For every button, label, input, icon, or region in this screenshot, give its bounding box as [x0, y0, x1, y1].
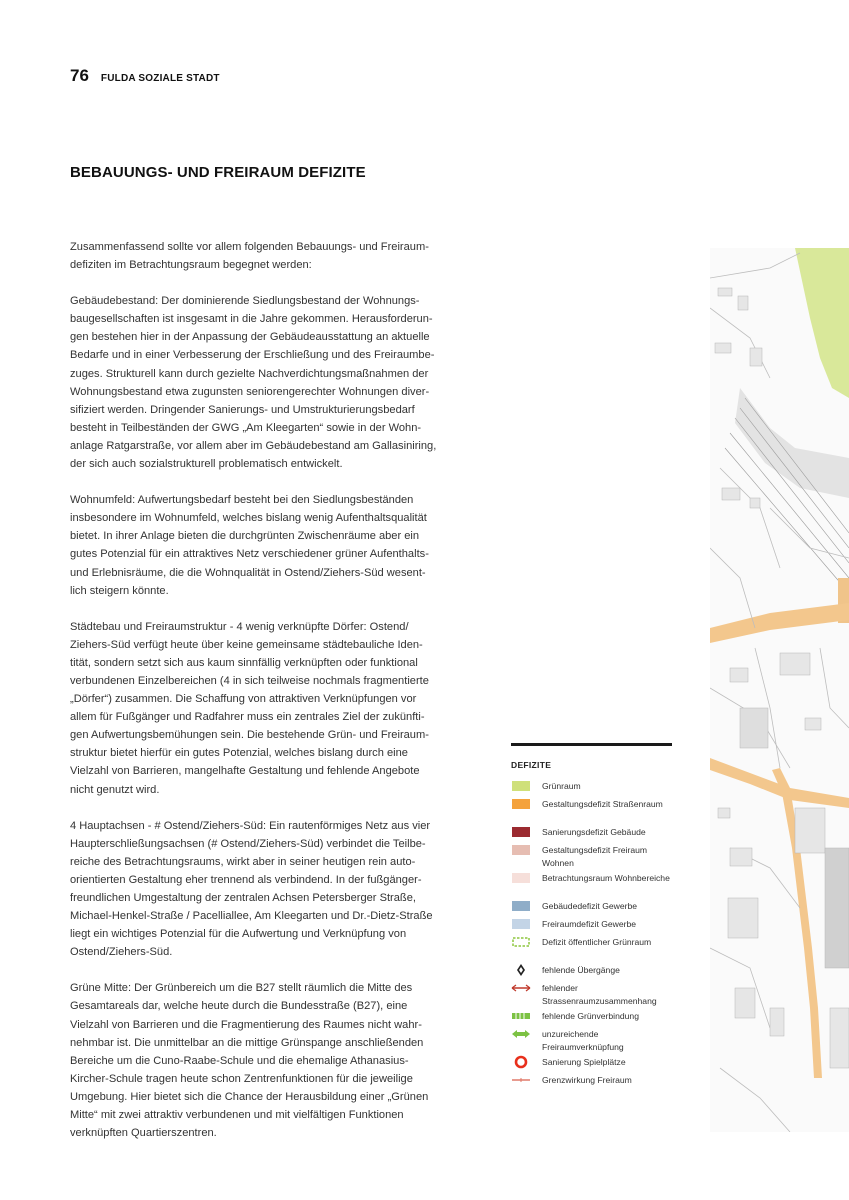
- legend-label: fehlende Grünverbindung: [542, 1011, 639, 1021]
- text-line: reiche des Betrachtungsraums, wirkt aber in seiner heutigen rein auto-: [70, 855, 416, 868]
- text-line: insbesondere im Wohnumfeld, welches bislang wenig Aufenthaltsqualität: [70, 512, 427, 525]
- green-double-arrow-icon: [511, 1029, 531, 1039]
- text-line: gutes Potenzial für ein attraktives Netz verschiedener grüner Aufenthalts-: [70, 548, 429, 561]
- legend-swatch: [511, 873, 531, 883]
- legend-item: [511, 900, 672, 913]
- dashed-box-icon: [511, 937, 531, 947]
- text-line: baugesellschaften ist insgesamt in die Jahre gekommen. Herausforderun-: [70, 313, 433, 326]
- legend-swatch: [511, 827, 531, 837]
- text-line: verknüpften Quartierszentren.: [70, 1127, 217, 1140]
- text-line: Wohnumfeld: Aufwertungsbedarf besteht bei den Siedlungsbeständen: [70, 494, 414, 507]
- text-line: liegt ein wichtiges Potenzial für die Aufwertung und Verknüpfung von: [70, 928, 407, 941]
- text-line: Ziehers-Süd verfügt heute über keine gemeinsame städtebauliche Iden-: [70, 638, 423, 651]
- legend-swatch: [511, 845, 531, 855]
- text-line: Ostend/Ziehers-Süd.: [70, 946, 173, 959]
- color-swatch: [512, 845, 530, 855]
- text-line: Kircher-Schule tragen heute schon Zentrenfunktionen für die jeweilige: [70, 1072, 413, 1085]
- legend-item: [511, 1028, 672, 1053]
- text-line: Vielzahl von Barrieren, mangelhafte Gestaltung und fehlende Angebote: [70, 765, 420, 778]
- body-paragraph: [70, 618, 490, 799]
- legend-item: [511, 826, 672, 839]
- text-line: struktur bietet hierfür ein gutes Potenzial, welches bislang durch eine: [70, 747, 408, 760]
- text-line: orientierten Gestaltung eher trennend als verbindend. In der fußgänger-: [70, 873, 422, 886]
- body-paragraph: [70, 292, 490, 473]
- legend-label: Freiraumdefizit Gewerbe: [542, 919, 637, 929]
- legend-label: fehlende Übergänge: [542, 965, 620, 975]
- legend-swatch: [511, 799, 531, 809]
- body-paragraph: [70, 979, 490, 1142]
- legend-label: Grünraum: [542, 781, 581, 791]
- page-header: [70, 66, 220, 86]
- text-line: Grüne Mitte: Der Grünbereich um die B27 stellt räumlich die Mitte des: [70, 982, 413, 995]
- legend-label: unzureichende Freiraumverknüpfung: [542, 1029, 624, 1052]
- body-text: [70, 238, 490, 1160]
- text-line: verbundenen Einzelbereichen (4 in sich teilweise nochmals fragmentierte: [70, 674, 429, 687]
- diamond-icon: [511, 965, 531, 975]
- legend-list: [511, 780, 672, 1140]
- text-line: Michael-Henkel-Straße / Pacelliallee, Am Kleegarten und Dr.-Dietz-Straße: [70, 910, 433, 923]
- legend-label: Betrachtungsraum Wohnbereiche: [542, 873, 670, 883]
- legend-label: Gestaltungsdefizit Freiraum Wohnen: [542, 845, 648, 868]
- text-line: sifiziert werden. Dringender Sanierungs- und Umstrukturierungsbedarf: [70, 403, 415, 416]
- district-map-image: [710, 248, 849, 1132]
- line-icon: [511, 1075, 531, 1085]
- legend-rule: [511, 743, 672, 746]
- green-bar-icon: [511, 1011, 531, 1021]
- ring-icon: [511, 1057, 531, 1067]
- text-line: Gesamtareals dar, welche heute durch die Bundesstraße (B27), eine: [70, 1000, 408, 1013]
- text-line: Vielzahl von Barrieren und die Fragmentierung des Raumes nicht wahr-: [70, 1018, 422, 1031]
- legend-item: [511, 918, 672, 931]
- color-swatch: [512, 873, 530, 883]
- text-line: defiziten im Betrachtungsraum begegnet werden:: [70, 259, 312, 272]
- text-line: Gebäudebestand: Der dominierende Siedlungsbestand der Wohnungs-: [70, 295, 420, 308]
- legend: [511, 743, 672, 1140]
- text-line: anlage Ratgarstraße, vor allem aber im Gebäudebestand am Gallasiniring,: [70, 439, 437, 452]
- legend-title: DEFIZITE: [511, 760, 552, 770]
- text-line: allem für Fußgänger und Radfahrer muss ein zentrales Ziel der zukünfti-: [70, 711, 425, 724]
- legend-label: Grenzwirkung Freiraum: [542, 1075, 632, 1085]
- color-swatch: [512, 919, 530, 929]
- legend-item: [511, 872, 672, 885]
- text-line: der sich auch sozialstrukturell problematisch entwickelt.: [70, 458, 343, 471]
- body-paragraph: [70, 238, 490, 274]
- legend-item: [511, 1010, 672, 1023]
- legend-item: [511, 964, 672, 977]
- text-line: Bereiche um die Cuno-Raabe-Schule und die ehemalige Athanasius-: [70, 1054, 409, 1067]
- text-line: Mitte“ mit zwei attraktiv verbundenen und mit vielfältigen Funktionen: [70, 1109, 404, 1122]
- legend-label: Gebäudedefizit Gewerbe: [542, 901, 638, 911]
- legend-item: [511, 798, 672, 811]
- text-line: nicht genutzt wird.: [70, 783, 160, 796]
- text-line: Haupterschließungsachsen (# Ostend/Ziehers-Süd) verbindet die Teilbe-: [70, 837, 426, 850]
- text-line: Wohnungsbestand etwa zugunsten seniorengerechter Wohnungen diver-: [70, 385, 430, 398]
- text-line: „Dörfer“) zusammen. Die Schaffung von attraktiven Verknüpfungen vor: [70, 693, 417, 706]
- color-swatch: [512, 799, 530, 809]
- color-swatch: [512, 827, 530, 837]
- body-paragraph: [70, 817, 490, 962]
- text-line: bietet. In ihrer Anlage bieten die durchgrünten Zwischenräume aber ein: [70, 530, 420, 543]
- text-line: Städtebau und Freiraumstruktur - 4 wenig verknüpfte Dörfer: Ostend/: [70, 620, 409, 633]
- text-line: freundlichen Umgestaltung der zentralen Achsen Petersberger Straße,: [70, 892, 416, 904]
- legend-item: [511, 982, 672, 1007]
- legend-swatch: [511, 901, 531, 911]
- legend-item: [511, 844, 672, 869]
- text-line: besteht in Teilbeständen der GWG „Am Kleegarten“ sowie in der Wohn-: [70, 421, 422, 434]
- legend-swatch: [511, 781, 531, 791]
- legend-label: Sanierung Spielplätze: [542, 1057, 626, 1067]
- legend-item: [511, 1056, 672, 1069]
- text-line: und Erlebnisräume, die die Wohnqualität in Ostend/Ziehers-Süd wesent-: [70, 566, 426, 579]
- legend-item: [511, 1074, 672, 1087]
- publication-title: FULDA SOZIALE STADT: [100, 73, 220, 84]
- double-arrow-icon: [511, 983, 531, 993]
- legend-label: Gestaltungsdefizit Straßenraum: [542, 799, 663, 809]
- text-line: gen Aufwertungsbemühungen sein. Die bestehende Grün- und Freiraum-: [70, 729, 429, 742]
- legend-label: Sanierungsdefizit Gebäude: [542, 827, 646, 837]
- legend-label: fehlender Strassenraumzusammenhang: [542, 983, 657, 1006]
- legend-swatch: [511, 919, 531, 929]
- color-swatch: [512, 781, 530, 791]
- page-number: 76: [70, 66, 89, 85]
- text-line: Umgebung. Hier bietet sich die Chance der Herausbildung einer „Grünen: [70, 1090, 429, 1103]
- legend-item: [511, 780, 672, 793]
- legend-label: Defizit öffentlicher Grünraum: [542, 937, 652, 947]
- legend-item: [511, 936, 672, 949]
- text-line: gen bestehen hier in der Anpassung der Gebäudeausstattung an aktuelle: [70, 331, 430, 344]
- text-line: Bedarfe und in einer Verbesserung der Erschließung und des Freiraumbe-: [70, 349, 435, 362]
- body-paragraph: [70, 491, 490, 600]
- text-line: tität, sondern setzt sich aus kaum sinnfällig verknüpften oder funktional: [70, 656, 418, 669]
- color-swatch: [512, 901, 530, 911]
- text-line: Zusammenfassend sollte vor allem folgenden Bebauungs- und Freiraum-: [70, 241, 429, 253]
- text-line: lich steigern könnte.: [70, 584, 169, 597]
- text-line: zuges. Strukturell kann durch gezielte Nachverdichtungsmaßnahmen der: [70, 367, 429, 380]
- text-line: 4 Hauptachsen - # Ostend/Ziehers-Süd: Ein rautenförmiges Netz aus vier: [70, 819, 431, 832]
- section-heading: BEBAUUNGS- UND FREIRAUM DEFIZITE: [70, 164, 366, 181]
- text-line: nehmbar ist. Die unmittelbar an die mittige Grünspange anschließenden: [70, 1036, 424, 1049]
